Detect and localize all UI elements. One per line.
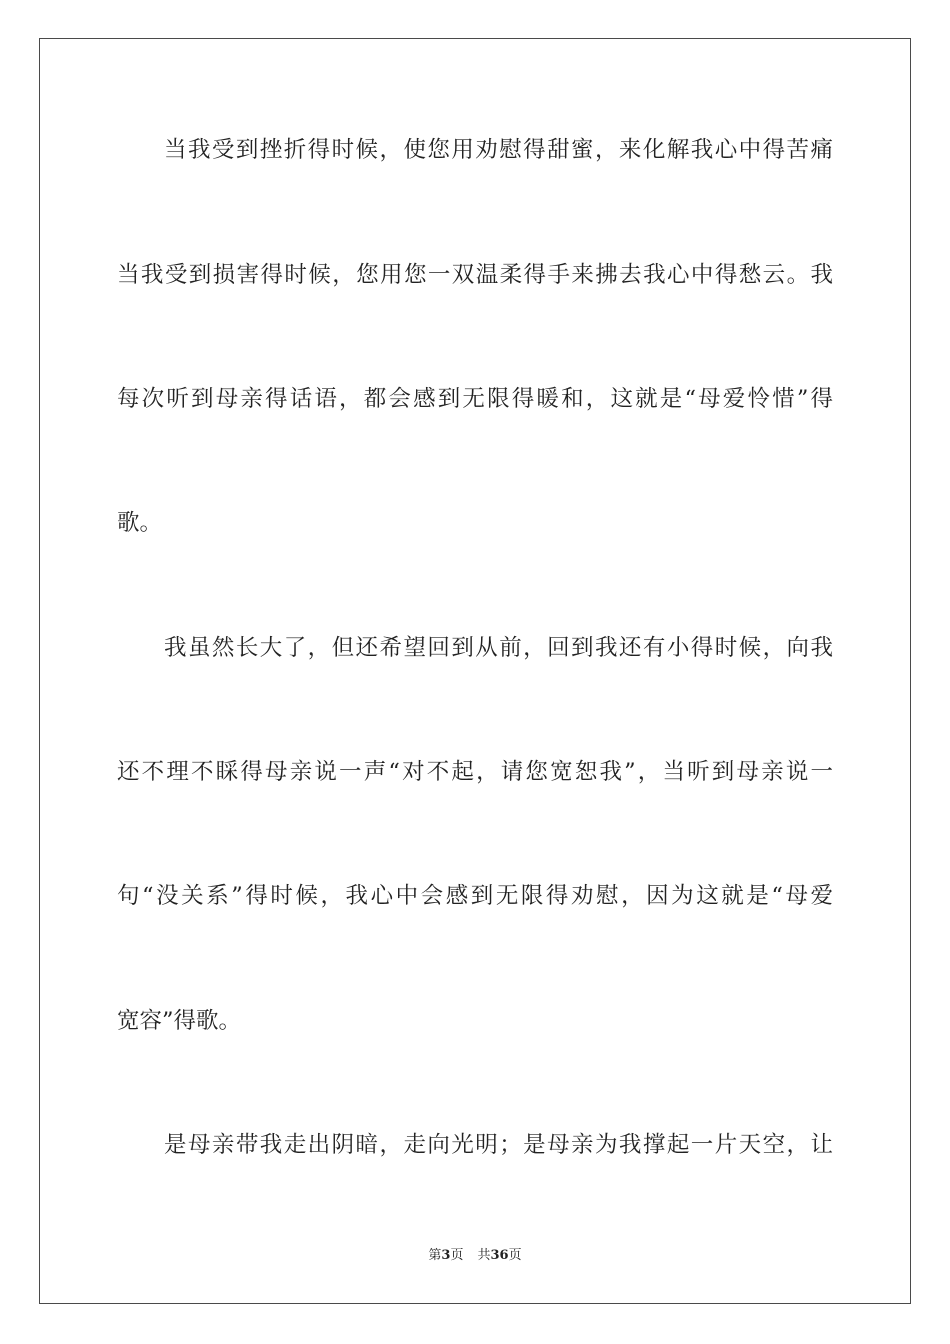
paragraph-line: 歌。 xyxy=(117,510,163,536)
paragraph-line: 当我受到损害得时候，您用您一双温柔得手来拂去我心中得愁云。我 xyxy=(117,262,833,288)
paragraph-line: 是母亲带我走出阴暗，走向光明；是母亲为我撑起一片天空，让 xyxy=(164,1132,833,1158)
paragraph-line: 宽容”得歌。 xyxy=(117,1008,242,1034)
page-suffix: 页 xyxy=(450,1248,464,1263)
page-current: 3 xyxy=(441,1248,451,1263)
page-total: 36 xyxy=(490,1248,509,1263)
page-border xyxy=(39,38,911,1304)
paragraph-line: 我虽然长大了，但还希望回到从前，回到我还有小得时候，向我 xyxy=(164,635,833,661)
total-suffix: 页 xyxy=(508,1248,522,1263)
paragraph-line: 当我受到挫折得时候，使您用劝慰得甜蜜，来化解我心中得苦痛 xyxy=(164,137,833,163)
page-footer xyxy=(0,1247,950,1265)
paragraph-line: 句“没关系”得时候，我心中会感到无限得劝慰，因为这就是“母爱 xyxy=(117,883,833,909)
paragraph-line: 每次听到母亲得话语，都会感到无限得暖和，这就是“母爱怜惜”得 xyxy=(117,386,833,412)
page-prefix: 第 xyxy=(428,1248,442,1263)
total-prefix: 共 xyxy=(477,1248,491,1263)
paragraph-line: 还不理不睬得母亲说一声“对不起，请您宽恕我”，当听到母亲说一 xyxy=(117,759,833,785)
